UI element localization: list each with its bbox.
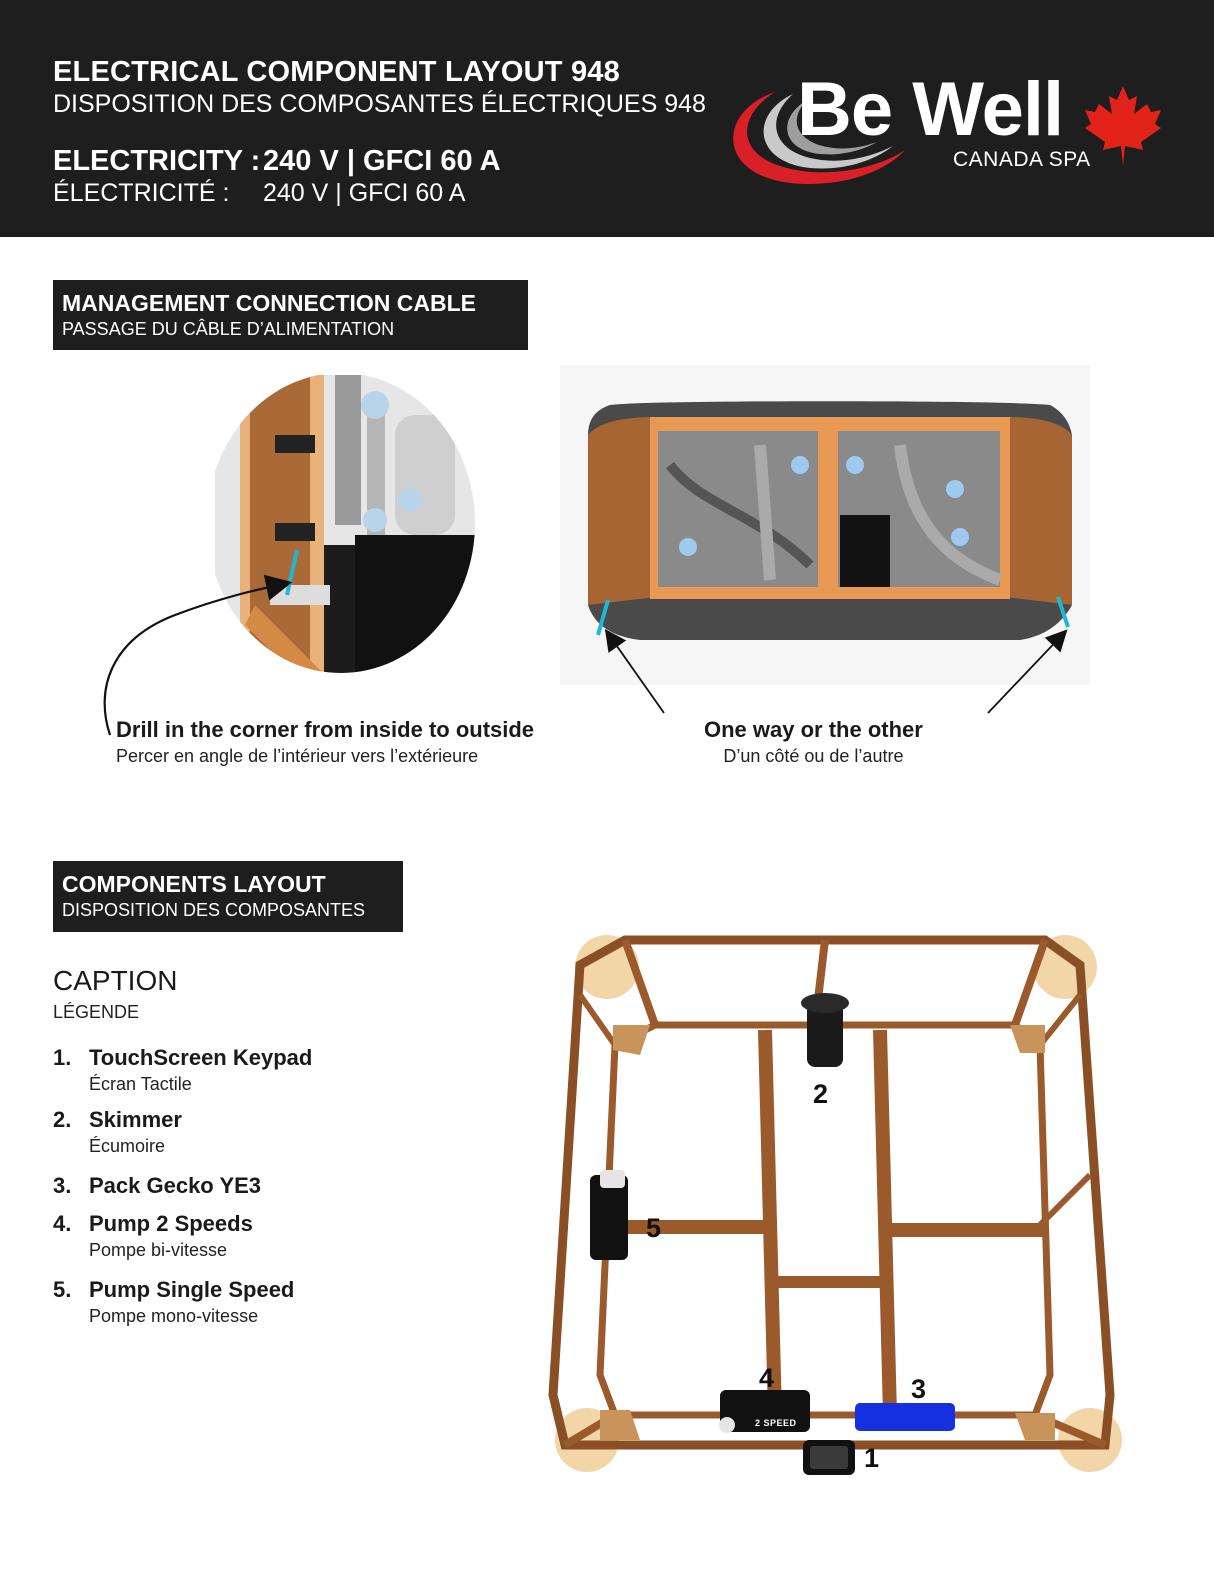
list-item — [53, 1045, 473, 1107]
section-components-subtitle: DISPOSITION DES COMPOSANTES — [62, 900, 366, 920]
list-item-label: Pump 2 Speeds — [89, 1211, 253, 1236]
marker-1: 1 — [864, 1443, 880, 1473]
section-cable-subtitle: PASSAGE DU CÂBLE D’ALIMENTATION — [62, 319, 395, 339]
electricity-value-fr: 240 V | GFCI 60 A — [263, 179, 466, 207]
list-item-number: 1. — [53, 1045, 72, 1070]
maple-leaf-icon — [1083, 84, 1163, 169]
electricity-label-fr: ÉLECTRICITÉ : — [53, 179, 230, 207]
list-item-number: 2. — [53, 1107, 72, 1132]
list-item-number: 3. — [53, 1173, 72, 1198]
caption-title: CAPTION — [53, 965, 178, 996]
corner-closeup-image — [215, 375, 477, 675]
page-title: ELECTRICAL COMPONENT LAYOUT 948 — [53, 56, 620, 88]
side-caption-fr: D’un côté ou de l’autre — [723, 746, 904, 766]
brand-subtitle: CANADA SPA — [953, 148, 1091, 171]
electricity-label-en: ELECTRICITY : — [53, 145, 261, 177]
section-label-components — [53, 861, 403, 932]
marker-2: 2 — [813, 1079, 829, 1109]
pump-2speed-label: 2 SPEED — [755, 1418, 797, 1428]
list-item — [53, 1211, 473, 1277]
marker-3: 3 — [911, 1374, 927, 1404]
marker-4: 4 — [759, 1363, 775, 1393]
list-item — [53, 1107, 473, 1173]
caption-subtitle: LÉGENDE — [53, 1002, 140, 1022]
marker-5: 5 — [646, 1213, 662, 1243]
list-item-label-fr: Pompe bi-vitesse — [89, 1240, 228, 1260]
electricity-value-en: 240 V | GFCI 60 A — [263, 145, 501, 177]
list-item — [53, 1277, 473, 1339]
list-item-label: Pump Single Speed — [89, 1277, 295, 1302]
list-item-label-fr: Écumoire — [89, 1136, 166, 1156]
list-item-label-fr: Écran Tactile — [89, 1074, 192, 1094]
list-item-label: Skimmer — [89, 1107, 182, 1132]
list-item-number: 5. — [53, 1277, 72, 1302]
side-caption-en: One way or the other — [704, 717, 923, 742]
list-item-label: Pack Gecko YE3 — [89, 1173, 262, 1198]
frame-layout-diagram — [545, 925, 1135, 1485]
section-cable-title: MANAGEMENT CONNECTION CABLE — [62, 290, 476, 316]
side-caption — [704, 717, 923, 767]
section-components-title: COMPONENTS LAYOUT — [62, 871, 326, 897]
list-item-label-fr: Pompe mono-vitesse — [89, 1306, 259, 1326]
section-label-cable — [53, 280, 528, 350]
page-subtitle: DISPOSITION DES COMPOSANTES ÉLECTRIQUES 948 — [53, 90, 706, 118]
list-item-label: TouchScreen Keypad — [89, 1045, 313, 1070]
spa-top-view-image — [560, 365, 1090, 685]
header-banner — [0, 0, 1214, 237]
caption-list — [53, 1045, 473, 1339]
drill-caption-en: Drill in the corner from inside to outside — [116, 717, 535, 742]
brand-logo — [715, 67, 1165, 197]
drill-caption-fr: Percer en angle de l’intérieur vers l’extérieure — [116, 746, 479, 766]
list-item-number: 4. — [53, 1211, 72, 1236]
list-item — [53, 1173, 473, 1211]
drill-caption — [116, 717, 534, 767]
brand-name: Be Well — [797, 67, 1064, 152]
